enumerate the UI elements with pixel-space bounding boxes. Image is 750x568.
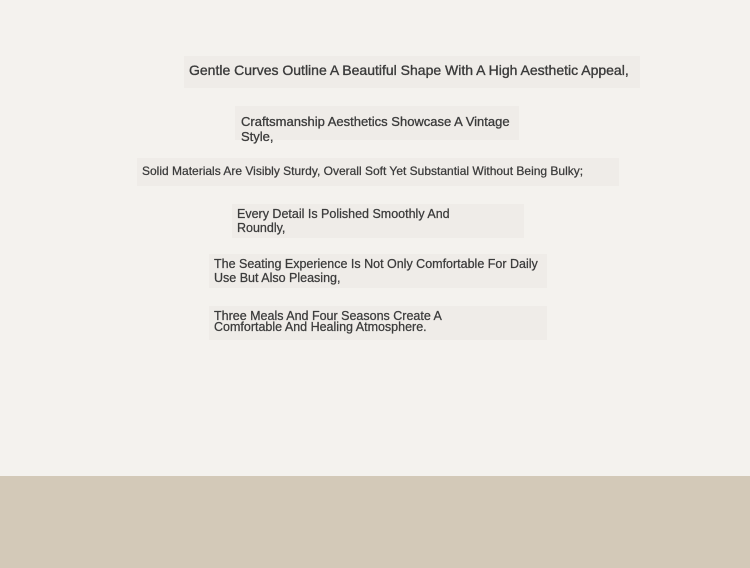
feature-line-6 bbox=[209, 306, 547, 340]
feature-line-5 bbox=[209, 254, 547, 288]
feature-line-1: Gentle Curves Outline A Beautiful Shape With A High Aesthetic Appeal, bbox=[184, 56, 640, 88]
feature-line-6-text: Three Meals And Four Seasons Create A Comfortable And Healing Atmosphere. bbox=[214, 309, 442, 334]
feature-line-4 bbox=[232, 204, 524, 238]
feature-line-2: Craftsmanship Aesthetics Showcase A Vintage Style, bbox=[235, 106, 519, 140]
feature-line-4-text: Every Detail Is Polished Smoothly And Roundly, bbox=[237, 207, 450, 235]
feature-line-3: Solid Materials Are Visibly Sturdy, Overall Soft Yet Substantial Without Being Bulky; bbox=[137, 158, 619, 186]
footer-band bbox=[0, 476, 750, 568]
feature-line-5-text: The Seating Experience Is Not Only Comfortable For Daily Use But Also Pleasing, bbox=[214, 257, 538, 285]
